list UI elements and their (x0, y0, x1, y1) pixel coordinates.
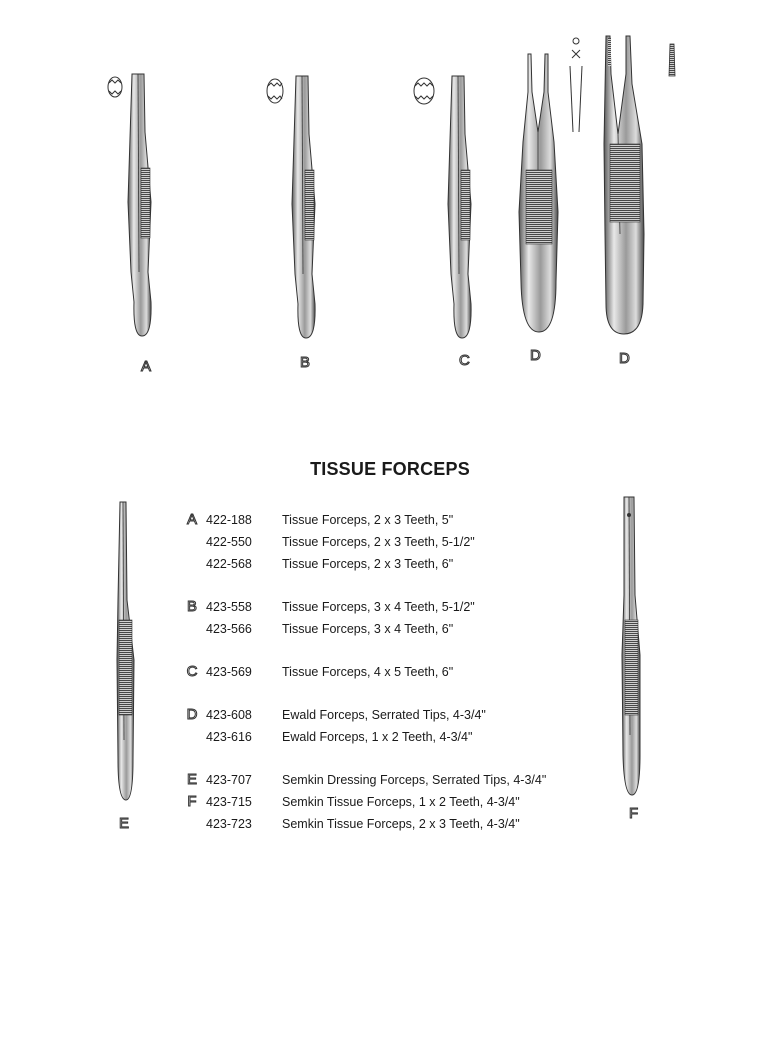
catalog-row (180, 596, 600, 618)
forceps-d-serrated-illustration (512, 52, 562, 337)
item-description: Tissue Forceps, 3 x 4 Teeth, 5-1/2" (282, 600, 475, 614)
item-description: Tissue Forceps, 4 x 5 Teeth, 6" (282, 665, 454, 679)
catalog-row (180, 618, 600, 640)
figure-letter-a: A (141, 358, 152, 375)
catalog-row (180, 531, 600, 553)
item-description: Ewald Forceps, Serrated Tips, 4-3/4" (282, 708, 486, 722)
figure-letter-c: C (459, 352, 470, 369)
catalog-group (180, 596, 600, 640)
group-letter: E (186, 771, 197, 788)
forceps-c-illustration (412, 74, 482, 344)
item-code: 423-715 (206, 795, 252, 809)
item-code: 423-608 (206, 708, 252, 722)
figure-letter-d2: D (619, 350, 630, 367)
forceps-a-illustration (104, 72, 154, 342)
item-code: 423-558 (206, 600, 252, 614)
forceps-b-illustration (266, 74, 326, 344)
figure-letter-f: F (629, 805, 639, 822)
item-description: Tissue Forceps, 3 x 4 Teeth, 6" (282, 622, 454, 636)
catalog-row (180, 509, 600, 531)
catalog-row (180, 726, 600, 748)
item-description: Ewald Forceps, 1 x 2 Teeth, 4-3/4" (282, 730, 473, 744)
figure-letter-d1: D (530, 347, 541, 364)
item-code: 423-723 (206, 817, 252, 831)
tip-detail-illustration (564, 36, 588, 136)
item-description: Semkin Tissue Forceps, 1 x 2 Teeth, 4-3/4" (282, 795, 520, 809)
catalog-row (180, 769, 600, 791)
catalog-group (180, 509, 600, 575)
catalog-group (180, 704, 600, 748)
item-code: 423-616 (206, 730, 252, 744)
group-letter: B (186, 598, 197, 615)
item-code: 423-566 (206, 622, 252, 636)
item-description: Semkin Dressing Forceps, Serrated Tips, 4-3/4" (282, 773, 547, 787)
item-description: Semkin Tissue Forceps, 2 x 3 Teeth, 4-3/4" (282, 817, 520, 831)
item-description: Tissue Forceps, 2 x 3 Teeth, 6" (282, 557, 454, 571)
figure-letter-b: B (300, 354, 311, 371)
catalog-row (180, 661, 600, 683)
catalog-row (180, 813, 600, 835)
item-code: 423-569 (206, 665, 252, 679)
group-letter: F (187, 793, 197, 810)
figure-letter-e: E (119, 815, 130, 832)
serrated-tip-detail-illustration (666, 42, 680, 82)
forceps-d-teeth-illustration (596, 34, 656, 339)
page-title: TISSUE FORCEPS (310, 459, 470, 479)
group-letter: D (186, 706, 198, 723)
group-letter: C (186, 663, 198, 680)
forceps-f-illustration (614, 495, 650, 800)
catalog-row (180, 791, 600, 813)
item-description: Tissue Forceps, 2 x 3 Teeth, 5-1/2" (282, 535, 475, 549)
item-description: Tissue Forceps, 2 x 3 Teeth, 5" (282, 513, 454, 527)
catalog-group (180, 661, 600, 683)
item-code: 422-188 (206, 513, 252, 527)
catalog-group (180, 769, 600, 835)
item-code: 422-568 (206, 557, 252, 571)
forceps-e-illustration (108, 500, 144, 805)
group-letter: A (186, 511, 197, 528)
catalog-list (180, 509, 600, 835)
item-code: 423-707 (206, 773, 252, 787)
catalog-row (180, 704, 600, 726)
item-code: 422-550 (206, 535, 252, 549)
catalog-row (180, 553, 600, 575)
